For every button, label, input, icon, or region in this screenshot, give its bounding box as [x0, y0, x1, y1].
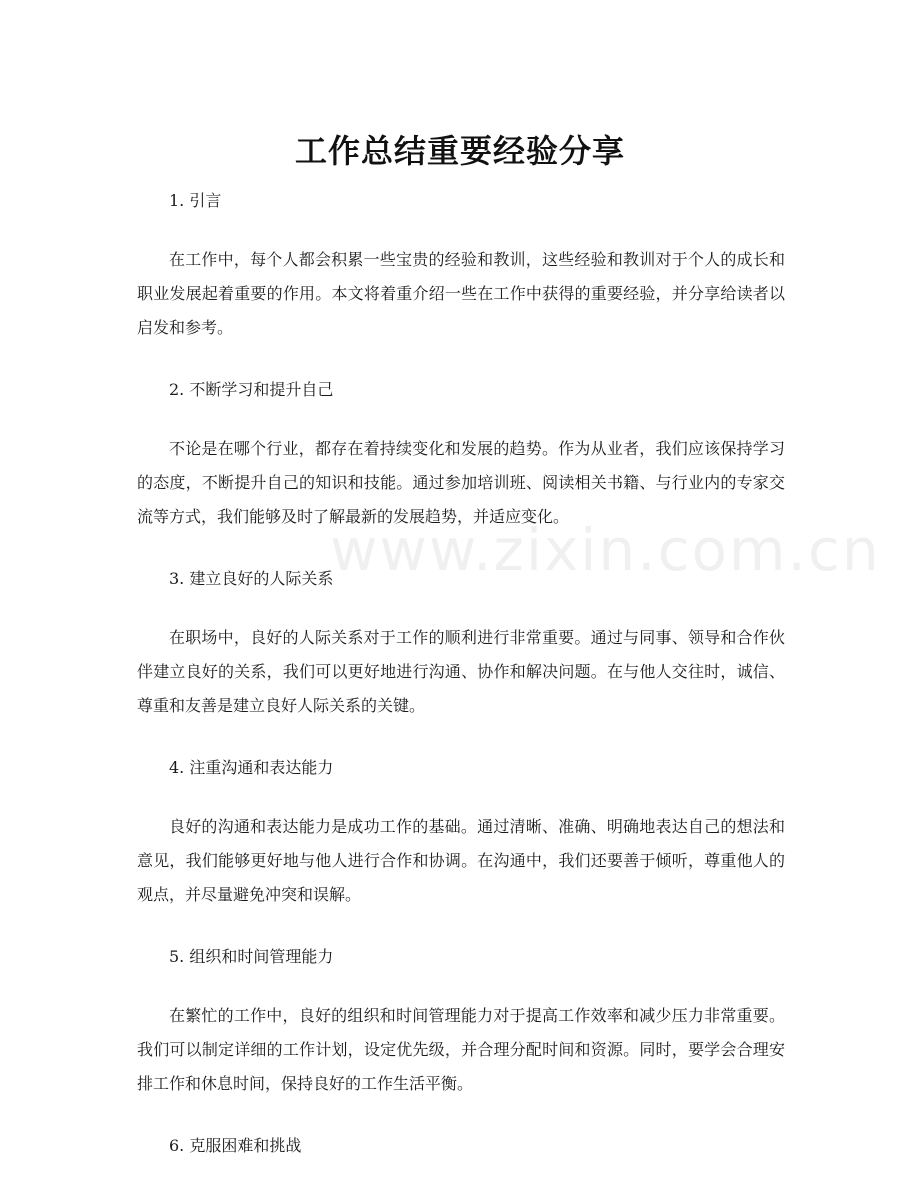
- section-paragraph: 在繁忙的工作中，良好的组织和时间管理能力对于提高工作效率和减少压力非常重要。我们可以制定详细的工作计划，设定优先级，并合理分配时间和资源。同时，要学会合理安排工作和休息时间，保持良好的工作生活平衡。: [137, 1006, 785, 1093]
- section-paragraph: 在职场中，良好的人际关系对于工作的顺利进行非常重要。通过与同事、领导和合作伙伴建立良好的关系，我们可以更好地进行沟通、协作和解决问题。在与他人交往时，诚信、尊重和友善是建立良好人际关系的关键。: [137, 628, 785, 715]
- section-heading: 5. 组织和时间管理能力: [169, 947, 334, 966]
- document-title: 工作总结重要经验分享: [294, 132, 625, 171]
- section-2: [137, 376, 785, 534]
- section-3: [137, 565, 785, 723]
- watermark-text: www.zixin.com.cn: [330, 516, 881, 584]
- section-paragraph: 在工作中，每个人都会积累一些宝贵的经验和教训，这些经验和教训对于个人的成长和职业发展起着重要的作用。本文将着重介绍一些在工作中获得的重要经验，并分享给读者以启发和参考。: [137, 250, 785, 337]
- section-heading: 4. 注重沟通和表达能力: [169, 758, 334, 777]
- section-heading: 3. 建立良好的人际关系: [169, 569, 334, 588]
- section-1: [137, 187, 785, 345]
- section-heading: 2. 不断学习和提升自己: [169, 380, 334, 399]
- section-heading: 6. 克服困难和挑战: [169, 1136, 302, 1155]
- section-5: [137, 943, 785, 1101]
- section-heading: 1. 引言: [169, 191, 222, 210]
- document-body: [137, 187, 785, 1188]
- section-6: [137, 1132, 785, 1160]
- section-paragraph: 不论是在哪个行业，都存在着持续变化和发展的趋势。作为从业者，我们应该保持学习的态度，不断提升自己的知识和技能。通过参加培训班、阅读相关书籍、与行业内的专家交流等方式，我们能够及时了解最新的发展趋势，并适应变化。: [137, 439, 785, 526]
- section-4: [137, 754, 785, 912]
- section-paragraph: 良好的沟通和表达能力是成功工作的基础。通过清晰、准确、明确地表达自己的想法和意见，我们能够更好地与他人进行合作和协调。在沟通中，我们还要善于倾听，尊重他人的观点，并尽量避免冲突和误解。: [137, 817, 785, 904]
